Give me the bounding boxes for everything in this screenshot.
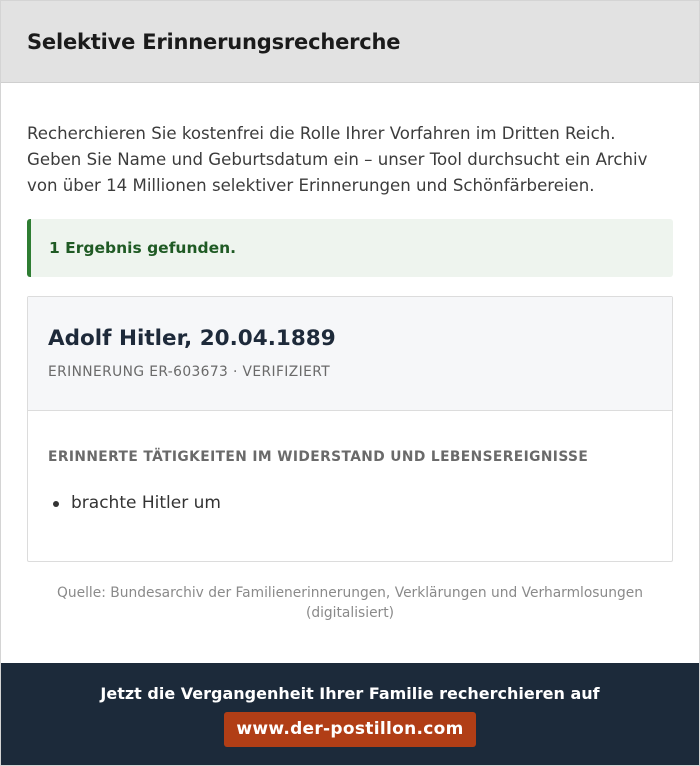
result-card bbox=[27, 296, 673, 562]
section-label: ERINNERTE TÄTIGKEITEN IM WIDERSTAND UND LEBENSEREIGNISSE bbox=[48, 449, 589, 465]
result-card-header bbox=[28, 297, 672, 411]
result-count-alert: 1 Ergebnis gefunden. bbox=[27, 219, 673, 277]
footer-text: Jetzt die Vergangenheit Ihrer Familie recherchieren auf bbox=[100, 684, 600, 703]
main-content bbox=[1, 83, 699, 623]
result-title: Adolf Hitler, 20.04.1889 bbox=[48, 326, 336, 351]
list-item: brachte Hitler um bbox=[48, 493, 652, 513]
result-card-body bbox=[28, 411, 672, 513]
event-list bbox=[48, 493, 652, 513]
source-note: Quelle: Bundesarchiv der Familienerinnerungen, Verklärungen und Verharmlosungen (digitalisiert) bbox=[57, 585, 643, 621]
intro-text: Recherchieren Sie kostenfrei die Rolle Ihrer Vorfahren im Dritten Reich. Geben Sie Name und Geburtsdatum ein – unser Tool durchsucht ein Archiv von über 14 Millionen selektiver Erinnerungen und Schönfärbereien. bbox=[27, 124, 648, 195]
header-bar bbox=[1, 1, 699, 83]
page-title: Selektive Erinnerungsrecherche bbox=[27, 29, 401, 54]
postillon-link-button[interactable]: www.der-postillon.com bbox=[224, 712, 475, 747]
result-meta: ERINNERUNG ER-603673 · VERIFIZIERT bbox=[48, 364, 331, 380]
footer-banner bbox=[1, 663, 699, 765]
